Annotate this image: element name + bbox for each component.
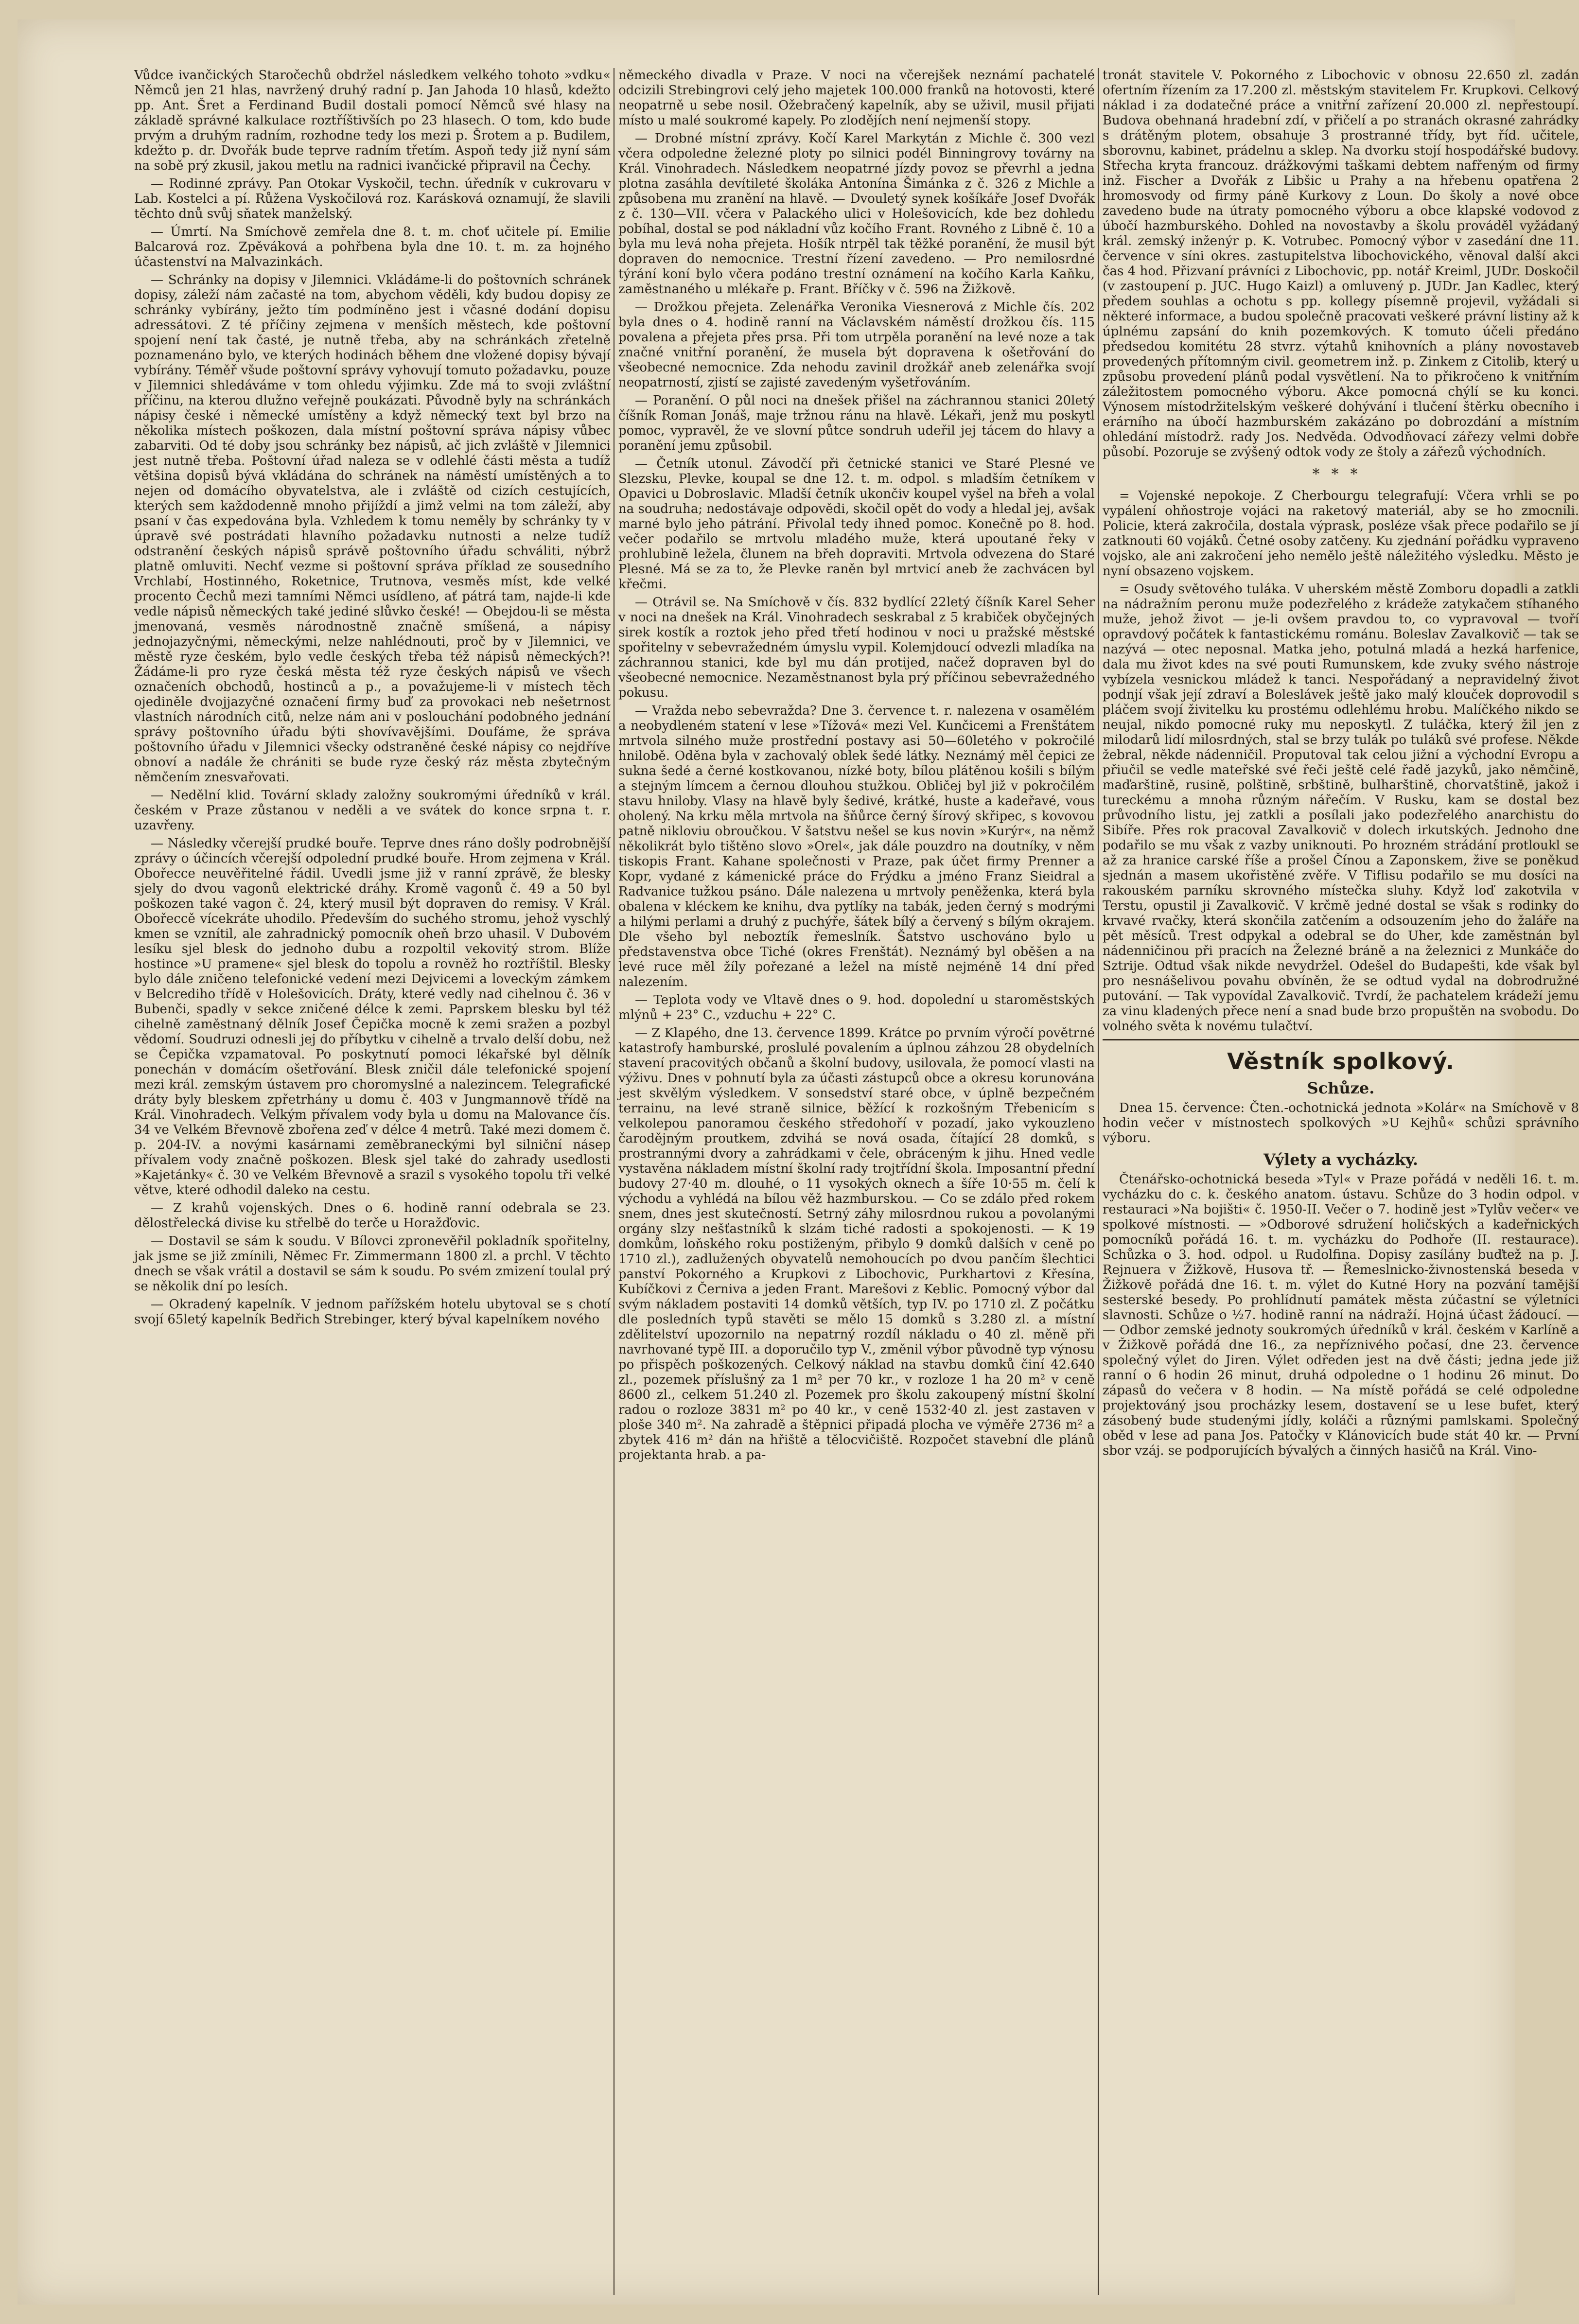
article-umrti: — Úmrtí. Na Smíchově zemřela dne 8. t. m. choť učitele pí. Emilie Balcarová roz. Zpěváková a pohřbena byla dne 10. t. m. za hojného účastenství na Malvazinkách.: [134, 225, 611, 269]
schuze-entry: Dnea 15. července: Čten.-ochotnická jednota »Kolár« na Smíchově v 8 hodin večer v místnostech spolkových »U Kejhů« schůzi správního výboru.: [1103, 1101, 1579, 1145]
column-rule: [1098, 68, 1099, 2295]
article-vojenske-nepokoje: = Vojenské nepokoje. Z Cherbourgu telegrafují: Včera vrhli se po vypálení ohňostroje vojáci na raketový materiál, aby se ho zmocnili. Policie, která zakročila, dostala výprask, posléze však přece podařilo se jí zatknouti 60 vojáků. Četné osoby zatčeny. Ku zjednání pořádku vypraveno vojsko, ale ani zakročení jeho nemělo ještě náležitého výsledku. Město je nyní obsazeno vojskem.: [1103, 489, 1579, 579]
section-separator-stars: ***: [1312, 466, 1369, 483]
article-teplota-vody: — Teplota vody ve Vltavě dnes o 9. hod. dopolední u staroměstských mlýnů + 23° C., vzduchu + 22° C.: [618, 993, 1095, 1022]
article-osudy-tulaka: = Osudy světového tuláka. V uherském městě Zomboru dopadli a zatkli na nádražním peronu muže podezřelého z krádeže zatykačem stíhaného muže, jehož život — je-li ovšem pravdou to, co vypravoval — tvoří opravdový počátek k fantastickému románu. Boleslav Zavalkovič — tak se nazývá — otec neposnal. Matka jeho, potulná mladá a hezká harfenice, dala mu život kdes na své pouti Rumunskem, kde zvuky svého nástroje vybízela vesnickou mládež k tanci. Nespořádaný a nepravidelný život podnjí však její zdraví a Boleslávek ještě jako malý klouček doprovodil s pláčem svojí živitelku ku prostému odlehlému hrobu. Malíčkého nikdo se neujal, nikdo pomocné ruky mu neposkytl. Z tuláčka, který žil jen z milodarů lidí milosrdných, stal se brzy tulák po tuláků své profese. Někde žebral, někde nádenničil. Proputoval tak celou jižní a východní Evropu a přiučil se vedle mateřské své řeči ještě celé řadě jazyků, jako němčině, maďarštině, rusině, polštině, srbštině, bulharštině, chorvatštině, jakož i tureckému a mnoha různým nářečím. V Rusku, kam se dostal bez průvodního listu, jej zatkli a posílali jako podezřelého anarchistu do Sibíře. Přes rok pracoval Zavalkovič v dolech irkutských. Jednoho dne podařilo se mu však z vazby uniknouti. Po hrozném strádání protloukl se až za hranice carské říše a prošel Čínou a Zaponskem, žive se poněkud sjednán a masem ukořistěné zvěře. V Tiflisu podařilo se mu dosíci na rakouském parníku skrovného místečka sluhy. Když loď zakotvila v Terstu, opustil ji Zavalkovič. V krčmě jedné dostal se však s rodinky do krvavé rvačky, která skončila zatčením a odsouzením jeho do žaláře na pět měsíců. Trest odpykal a odebral se do Uher, kde zaměstnán byl nádenničinou při pracích na Železné bráně a na železnici z Munkáče do Sztrije. Odtud však nikde nevydržel. Odešel do Budapešti, kde však byl pro nesnášelivou povahu obvíněn, že se odtud vydal na dobrodružné putování. — Tak vypovídal Zavalkovič. Tvrdí, že pachatelem krádeží jemu za vinu kladených přece není a snad bude brzo propuštěn na svobodu. Do volného světa k novému tulačtví.: [1103, 582, 1579, 1034]
section-title-vestnik: Věstník spolkový.: [1227, 1048, 1455, 1074]
newspaper-page: [18, 19, 1579, 2305]
article-rodinne-zpravy: — Rodinné zprávy. Pan Otokar Vyskočil, techn. úředník v cukrovaru v Lab. Kostelci a pí. Růžena Vyskočilová roz. Karásková oznamují, že slavili těchto dnů svůj sňatek manželský.: [134, 176, 611, 221]
section-divider: [1103, 1039, 1579, 1040]
article-nedelni-klid: — Nedělní klid. Tovární sklady založny soukromými úředníků v král. českém v Praze zůstanou v neděli a ve svátek do konce srpna t. r. uzavřeny.: [134, 788, 611, 833]
article-drobne-mistni-zpravy: — Drobné místní zprávy. Kočí Karel Markytán z Michle č. 300 vezl včera odpoledne železné ploty po silnici podél Binningrovy továrny na Král. Vinohradech. Následkem neopatrné jízdy povoz se převrhl a jedna plotna zasáhla devítileté školáka Antonína Šimánka z č. 326 z Michle a způsobena mu zranění na hlavě. — Dvouletý synek košíkáře Josef Dvořák z č. 130—VII. včera v Palackého ulici v Holešovicích, kde bez dohledu pobíhal, dostal se pod nákladní vůz kočího Frant. Rovného z Libně č. 10 a byla mu levá noha přejeta. Hošík ntrpěl tak těžké poranění, že musil být dopraven do nemocnice. Trestní řízení zavedeno. — Pro nemilosrdné týrání koní bylo včera podáno trestní oznámení na kočího Karla Kaňku, zaměstnaného u mlékaře p. Frant. Bříčky v č. 596 na Žižkově.: [618, 131, 1095, 297]
vylety-entry: Čtenářsko-ochotnická beseda »Tyl« v Praze pořádá v neděli 16. t. m. vycházku do c. k. českého anatom. ústavu. Schůze do 3 hodin odpol. v restauraci »Na bojišti« č. 1950-II. Večer o 7. hodině jest »Tylův večer« ve spolkové místnosti. — »Odborové sdružení holičských a kadeřnických pomocníků pořádá 16. t. m. vycházku do Podhoře (II. restaurace). Schůzka o 3. hod. odpol. u Rudolfina. Dopisy zasílány buďtež na p. J. Rejnuera v Žižkově, Husova tř. — Řemeslnicko-živnostenská beseda v Žižkově pořádá dne 16. t. m. výlet do Kutné Hory na pozvání tamější sesterské besedy. Po prohlídnutí památek města zúčastní se výletníci slavnosti. Schůze o ½7. hodině ranní na nádraží. Hojná účast žádoucí. — — Odbor zemské jednoty soukromých úředníků v král. českém v Karlíně a v Žižkově pořádá dne 16., za nepříznivého počasí, dne 23. července společný výlet do Jiren. Výlet odředen jest na dvě části; jedna jede již ranní o 6 hodin 26 minut, druhá odpoledne o 1 hodinu 26 minut. Do zápasů do večera v 8 hodin. — Na místě pořádá se celé odpoledne projektováný jsou procházky lesem, dostavení se u lese bufet, který zásobený bude studenými jídly, koláči a různými pamlskami. Společný oběd v lese ad pana Jos. Patočky v Klánovicích bude stát 40 kr. — První sbor vzáj. se podporujících bývalých a činných hasičů na Král. Vino-: [1103, 1172, 1579, 1458]
article-nasledky-boure: — Následky včerejší prudké bouře. Teprve dnes ráno došly podrobnější zprávy o účincích včerejší odpolední prudké bouře. Hrom zejmena v Král. Obořecce neuvěřitelné řádil. Uvedli jsme již v ranní zprávě, že blesky sjely do dvou vagonů elektrické dráhy. Kromě vagonů č. 49 a 50 byl poškozen také vagon č. 24, který musil být dopraven do remisy. V Král. Obořeccě vícekráte uhodilo. Především do suchého stromu, jehož vyschlý kmen se vznítil, ale zahradnický pomocník oheň brzo uhasil. V Dubovém lesíku sjel blesk do jednoho dubu a rozpoltil vekovitý strom. Blíže hostince »U pramene« sjel blesk do topolu a rovněž ho roztříštil. Blesky bylo dále zničeno telefonické vedení mezi Dejvicemi a loveckým zámkem v Belcrediho třídě v Holešovicích. Dráty, které vedly nad cihelnou č. 36 v Bubenči, spadly v sekce zničené délce k zemi. Paprskem blesku byl též cihelně zaměstnaný dělník Josef Čepička mocně k zemi sražen a pozbyl vědomí. Soudruzi odnesli jej do příbytku v cihelně a trvalo delší dobu, než se Čepička vzpamatoval. Po poskytnutí pomoci lékařské byl dělník ponechán v domácím ošetřování. Blesk zničil dále telefonické spojení mezi král. zemským ústavem pro choromyslné a nalezincem. Telegrafické dráty byly bleskem zpřetrhány u domu č. 403 v Jungmannově třídě na Král. Vinohradech. Velkým přívalem vody byla u domu na Malovance čís. 34 ve Velkém Břevnově zbořena zeď v délce 4 metrů. Také mezi domem č. p. 204-IV. a novými kasárnami zeměbraneckými byl silniční násep přívalem vody značně poškozen. Blesk sjel také do zahrady usedlosti »Kajetánky« č. 30 ve Velkém Břevnově a srazil s vysokého topolu tři velké větve, které odhodil daleko na cestu.: [134, 836, 611, 1197]
article-dostavil-se-k-soudu: — Dostavil se sám k soudu. V Bílovci zpronevěřil pokladník spořitelny, jak jsme se již zmínili, Němec Fr. Zimmermann 1800 zl. a prchl. V těchto dnech se však vrátil a dostavil se sám k soudu. Po svém zmizení toulal prý se několik dní po lesích.: [134, 1234, 611, 1294]
article-z-kruhu-vojenskych: — Z krahů vojenských. Dnes o 6. hodině ranní odebrala se 23. dělostřelecká divise ku střelbě do terče u Horažďovic.: [134, 1201, 611, 1231]
article-poraneni: — Poranění. O půl noci na dnešek přišel na záchrannou stanici 20letý číšník Roman Jonáš, maje tržnou ránu na hlavě. Lékaři, jenž mu poskytl pomoc, vypravěl, že ve slovní půtce sondruh udeřil jej tácem do hlavy a poranění jemu způsobil.: [618, 393, 1095, 453]
article-vrazda-nebo-sebevrazda: — Vražda nebo sebevražda? Dne 3. července t. r. nalezena v osamělém a neobydleném statení v lese »Tížová« mezi Vel. Kunčicemi a Frenštátem mrtvola silného muže prostřední postavy asi 50—60letého v pokročilé hnilobě. Oděna byla v zachovalý oblek šedé látky. Neznámý měl čepici ze sukna šedé a černé kostkovanou, nízké boty, bílou plátěnou košili s bílým a stejným límcem a černou dlouhou stužkou. Obličej byl již v pokročilém stavu hniloby. Vlasy na hlavě byly šedivé, krátké, huste a kadeřavé, vous oholený. Na krku měla mrtvola na šňůrce černý šírový skřipec, s kovovou patně nikloviu obroučkou. V šatstvu nešel se kus novin »Kurýr«, na němž několikrát bylo tištěno slovo »Orel«, jak dále pouzdro na doutníky, v něm tiskopis Frant. Kahane společnosti v Praze, pak účet firmy Prenner a Kopr, vydané z kámenické práce do Frýdku a jméno Franz Sieidral a Radvanice tužkou psáno. Dále nalezena u mrtvoly peněženka, která byla obalena v kléckem ke knihu, dva pytlíky na tabák, jeden černý s modrými a hilými perlami a druhý z puchýře, šátek bílý a červený s bílým okrajem. Dle všeho byl neboztík řemeslník. Šatstvo uschováno bylo u představenstva obce Tiché (okres Frenštát). Neznámý byl oběšen a na levé ruce měl žíly pořezané a ležel na místě nejméně 14 dní před nalezením.: [618, 704, 1095, 989]
column-right: [1103, 68, 1579, 2295]
article-paragraph: tronát stavitele V. Pokorného z Libochovic v obnosu 22.650 zl. zadán ofertním řízením za 17.200 zl. městským stavitelem Fr. Krupkovi. Celkový náklad i za dodatečné práce a vnitřní zařízení 20.000 zl. nepřestoupí. Budova obehnaná hradební zdí, v přičelí a po stranách okrasné zahrádky s drátěným plotem, obsahuje 3 prostranné třídy, byt říd. učitele, sborovnu, kabinet, prádelnu a sklep. Na dvorku stojí hospodářské budovy. Střecha kryta francouz. drážkovými taškami debtem nafřeným od firmy inž. Fischer a Dvořák z Libšic u Prahy a na hřebenu opatřena 2 hromosvody od firmy páně Kurkovy z Loun. Do školy a nové obce zavedeno bude na útraty pomocného výboru a obce klapské vodovod z úbočí hazmburského. Dohled na novostavby a školu prováděl vyžádaný král. zemský inženýr p. K. Votrubec. Pomocný výbor v zasedání dne 11. července v síni okres. zastupitelstva libochovického, věnoval další akci čas 4 hod. Přizvaní právníci z Libochovic, pp. notář Kreiml, JUDr. Doskočil (v zastoupení p. JUC. Hugo Kaizl) a omluvený p. JUDr. Jan Kadlec, který předem souhlas a ochotu s pp. kollegy písemně projevil, vyžádali si některé informace, a budou společně pracovati veškeré právní listiny až k úplnému zapsání do knih pozemkových. K tomuto účeli předáno předsedou komitétu 28 stvrz. výtahů knihovních a plány novostaveb provedených přítomným civil. geometrem inž. p. Zinkem z Citolib, který u způsobu provedení plánů podal vysvětlení. Na to přikročeno k vnitřním záležitostem pomocného výboru. Akce pomocná chýlí se ku konci. Výnosem místodržitelským veškeré dohývání i tlučení štěrku obecního i erárního na úbočí hazmburském zakázáno po dobrozdání a místním ohledání místodrž. rady Jos. Nedvěda. Odvodňovací zářezy velmi dobře působí. Pozoruje se zvýšený odtok vody ze štoly a zářezů východních.: [1103, 68, 1579, 459]
article-z-klapeho: — Z Klapého, dne 13. července 1899. Krátce po prvním výročí povětrné katastrofy hamburské, proslulé povalením a úplnou záhzou 28 obydelních stavení pracovitých občanů a školní budovy, usilovala, že pomocí vlasti na výživu. Dnes v pohnutí byla za účasti zástupců obce a okresu korunována jest skvělým výsledkem. V sonsedství staré obce, v úplně bezpečném terrainu, na levé straně silnice, běžící k rozkošným Třebenicím s velkolepou panoramou českého středohoří v pozadí, jako vykouzleno čarodějným proutkem, zdvihá se nová osada, čítající 28 domků, s prostrannými dvory a zahrádkami v čele, obráceným k jihu. Hned vedle vystavěna nákladem místní školní rady trojtřídní škola. Imposantní přední budovy 27·40 m. dlouhé, o 11 vysokých oknech a šíře 10·55 m. čelí k východu a vyhlédá na bílou věž hazmburskou. — Co se zdálo před rokem snem, dnes jest skutečností. Setrný záhy milosrdnou rukou a povolanými orgány slzy nešťastníků k slzám tiché radosti a spokojenosti. — K 19 domkům, loňského roku postiženým, přibylo 9 domků dalších v ceně po 1710 zl.), zadlužených obyvatelů nemohoucích po dvou pančím šlechtici panství Pokorného a Krupkovi z Libochovic, Purkhartovi z Křesína, Kubíčkovi z Černiva a jeden Frant. Marešovi z Keblic. Pomocný výbor dal svým nákladem postaviti 14 domků větších, typ IV. po 1710 zl. Z počátku dle posledních typů stavěti se mělo 15 domků s 3.280 zl. a místní zdělitelství upozornilo na nepatrný rozdíl nákladu o 40 zl. měně při navrhované typě III. a doporučilo typ V., změnil výbor původně typ výnosu po přispěch poškozených. Celkový náklad na stavbu domků činí 42.640 zl., pozemek příslušný za 1 m² per 70 kr., v rozloze 1 ha 20 m² v ceně 8600 zl., celkem 51.240 zl. Pozemek pro školu zakoupený místní školní radou o rozloze 3831 m² po 40 kr., v ceně 1532·40 zl. jest zastaven v ploše 340 m². Na zahradě a štěpnici připadá plocha ve výměře 2736 m² a zbytek 416 m² dán na hřiště a tělocvičiště. Rozpočet stavební dle plánů projektanta hrab. a pa-: [618, 1026, 1095, 1462]
column-middle: [618, 68, 1095, 2295]
article-otravil-se: — Otrávil se. Na Smíchově v čís. 832 bydlící 22letý číšník Karel Seher v noci na dnešek na Král. Vinohradech seskrabal z 5 krabiček obyčejných sirek kostík a roztok jeho před třetí hodinou v noci u pražské městské spořitelny v sebevražedném úmyslu vypil. Kolemjdoucí odvezli mladíka na záchrannou stanici, kde byl mu dán protijed, načež dopraven byl do všeobecné nemocnice. Nezaměstnanost byla prý příčinou sebevražedného pokusu.: [618, 595, 1095, 700]
article-drozkou-prejeta: — Drožkou přejeta. Zelenářka Veronika Viesnerová z Michle čís. 202 byla dnes o 4. hodině ranní na Václavském náměstí drožkou čís. 115 povalena a přejeta přes prsa. Při tom utrpěla poranění na levé noze a tak značné vnitřní poranění, že musela být dopravena k ošetřování do všeobecné nemocnice. Zda nehodu zavinil drožkář aneb zelenářka svojí neopatrností, zjistí se zajisté zavedeným vyšetřováním.: [618, 300, 1095, 390]
subsection-schuze: Schůze.: [1307, 1079, 1375, 1097]
article-paragraph: německého divadla v Praze. V noci na včerejšek neznámí pachatelé odcizili Strebingrovi celý jeho majetek 100.000 franků na hotovosti, které neopatrně u sebe nosil. Ožebračený kapelník, aby se uživil, musil přijati místo u malé soukromé kapely. Po zlodějích není nejmenší stopy.: [618, 68, 1095, 128]
article-cetnik-utonul: — Četník utonul. Závodčí při četnické stanici ve Staré Plesné ve Slezsku, Plevke, koupal se dne 12. t. m. odpol. s mladším četníkem v Opavici u Dobroslavic. Mladší četník ukončiv koupel vyšel na břeh a volal na soudruha; nedostávaje odpovědi, skočil opět do vody a hledal jej, avšak marné bylo jeho pátrání. Přivolal tedy ihned pomoc. Konečně po 8. hod. večer podařilo se mrtvolu mladého muže, která upoutané řeky v prohlubině ležela, člunem na břeh dopraviti. Mrtvola odvezena do Staré Plesné. Má se za to, že Plevke raněn byl mrtvicí aneb že zachvácen byl křečmi.: [618, 457, 1095, 592]
column-left: [134, 68, 611, 2295]
article-okradeny-kapelnik: — Okradený kapelník. V jednom pařížském hotelu ubytoval se s chotí svojí 65letý kapelník Bedřich Strebinger, který býval kapelníkem nového: [134, 1297, 611, 1327]
article-paragraph: Vůdce ivančických Staročechů obdržel následkem velkého tohoto »vdku« Němců jen 21 hlas, navržený druhý radní p. Jan Jahoda 10 hlasů, kdežto pp. Ant. Šret a Ferdinand Budil dostali pomocí Němců své hlasy na základě správné kalkulace roztříštivších po 23 hlasech. O tom, kdo bude prvým a druhým radním, rozhodne tedy los mezi p. Šrotem a p. Budilem, kdežto p. dr. Dvořák bude teprve radním třetím. Aspoň tedy již nyní sám na sobě prý zkusil, jakou metlu na radnici ivančické připravil na Čechy.: [134, 68, 611, 173]
subsection-vylety: Výlety a vycházky.: [1263, 1150, 1419, 1169]
article-schranky-na-dopisy: — Schránky na dopisy v Jilemnici. Vkládáme-li do poštovních schránek dopisy, záleží nám začasté na tom, abychom věděli, kdy budou dopisy ze schránky vybírány, ježto tím podmíněno jest i včasné dodání dopisu adressátovi. Z té příčiny zejmena v menších městech, kde poštovní spojení není tak časté, je nutně třeba, aby na schránkách zřetelně poznamenáno bylo, ve kterých hodinách během dne vložené dopisy bývají vybírány. Téměř všude poštovní správy vyhovují tomuto požadavku, pouze v Jilemnici shledáváme v tom ohledu výjimku. Zde má to svoji zvláštní příčinu, na kterou dlužno veřejně poukázati. Původně byly na schránkách nápisy české i německé umístěny a když německý text byl brzo na několika místech poškozen, dala místní poštovní správa nápisy vůbec zabarviti. Od té doby jsou schránky bez nápisů, ač jich zvláště v Jilemnici jest nutně třeba. Poštovní úřad naleza se v odlehlé části města a tudíž většina dopisů bývá vkládána do schránek na náměstí umístěných a to nejen od domácího obyvatelstva, ale i zvláště od cizích cestujících, kterých sem každodenně mnoho přijíždí a jimž velmi na tom záleží, aby psaní v čas expedována byla. Vzhledem k tomu neměly by schránky ty v úpravě své postrádati hlavního požadavku nutnosti a nelze tudíž odstranění českých nápisů správě poštovního úřadu schváliti, nýbrž platně omluviti. Nechť vezme si poštovní správa příklad ze sousedního Vrchlabí, Hostinného, Roketnice, Trutnova, vesměs míst, kde velké procento Čechů mezi tamními Němci usídleno, ať pátrá tam, najde-li kde vedle nápisů německých také jediné slůvko české! — Obejdou-li se města jmenovaná, vesměs národnostně značně smíšená, a nápisy jednojazyčnými, německými, nelze nahlédnouti, proč by v Jilemnici, ve městě ryze českém, bylo vedle českých třeba též nápisů německých?! Žádáme-li pro ryze česká města též ryze českých nápisů ve všech označeních obchodů, hostinců a p., a považujeme-li v místech těch ojediněle dvojjazyčné označení firmy buď za provokaci neb nešetrnost vlastních národních citů, nelze nám ani v poslouchání podobného jednání správy poštovního úřadu býti shovívavějšími. Doufáme, že správa poštovního úřadu v Jilemnici všecky odstraněné české nápisy co nejdříve obnoví a nadále že chrániti se bude ryze český ráz města zbytečným němčením znesvařovati.: [134, 273, 611, 785]
